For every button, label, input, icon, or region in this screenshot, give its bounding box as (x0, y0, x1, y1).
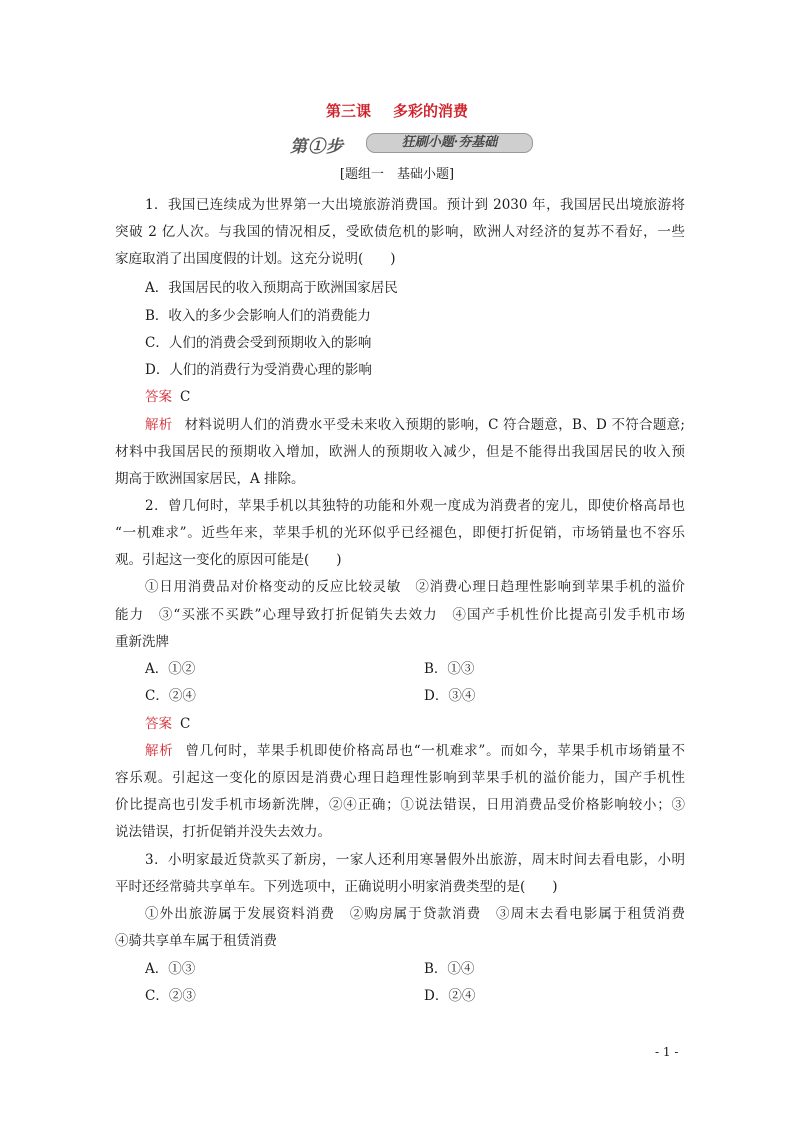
analysis-label: 解析 (145, 417, 173, 433)
q1-analysis-line: 期高于欧洲国家居民，A 排除。 (115, 471, 305, 487)
analysis-text: 材料说明人们的消费水平受未来收入预期的影响，C 符合题意，B、D 不符合题意; (184, 417, 685, 433)
q2-answer (145, 712, 715, 732)
q2-analysis-line: 容乐观。引起这一变化的原因是消费心理日趋理性影响到苹果手机的溢价能力，国产手机性 (115, 770, 685, 786)
section-heading: [题组一 基础小题] (339, 167, 455, 182)
q2-analysis-line: 说法错误，打折促销并没失去效力。 (115, 824, 331, 840)
answer-label: 答案 (145, 389, 172, 405)
q1-option-d: D．人们的消费行为受消费心理的影响 (145, 362, 372, 378)
answer-value: C (180, 389, 191, 405)
q2-option-d: D．③④ (424, 688, 476, 704)
q2-analysis-line (145, 739, 685, 759)
q2-item-line: ①日用消费品对价格变动的反应比较灵敏 ②消费心理日趋理性影响到苹果手机的溢价 (145, 579, 685, 595)
lesson-title (0, 100, 794, 121)
q1-stem-line: 1．我国已连续成为世界第一大出境旅游消费国。预计到 2030 年，我国居民出境旅游将 (145, 197, 685, 213)
q3-option-d: D．②④ (424, 988, 476, 1004)
answer-value: C (180, 716, 191, 732)
q2-stem-line: 观。引起这一变化的原因可能是( ) (115, 552, 342, 568)
q3-option-c: C．②③ (145, 988, 196, 1004)
q2-item-line: 重新洗牌 (115, 634, 169, 650)
q1-analysis-line: 材料中我国居民的预期收入增加，欧洲人的预期收入减少，但是不能得出我国居民的收入预 (115, 444, 685, 460)
q2-analysis-line: 价比提高也引发手机市场新洗牌，②④正确；①说法错误，日用消费品受价格影响较小；③ (115, 797, 685, 813)
q1-option-a: A．我国居民的收入预期高于欧洲国家居民 (145, 280, 398, 296)
q1-analysis-line (145, 413, 685, 433)
lesson-number: 第三课 (325, 102, 371, 120)
q1-option-b: B．收入的多少会影响人们的消费能力 (145, 308, 371, 324)
q1-option-c: C．人们的消费会受到预期收入的影响 (145, 335, 372, 351)
q1-stem-line: 家庭取消了出国度假的计划。这充分说明( ) (115, 251, 396, 267)
q3-item-line: ④骑共享单车属于租赁消费 (115, 933, 277, 949)
analysis-label: 解析 (145, 743, 174, 759)
lesson-name: 多彩的消费 (393, 102, 469, 120)
step-label: 第①步 (290, 137, 344, 157)
q3-item-line: ①外出旅游属于发展资料消费 ②购房属于贷款消费 ③周末去看电影属于租赁消费 (145, 906, 685, 922)
step-banner (290, 132, 535, 157)
page-number: - 1 - (655, 1045, 679, 1059)
q1-answer (145, 385, 715, 405)
step-banner-text: 狂刷小题·夯基础 (366, 133, 533, 153)
q2-option-c: C．②④ (145, 688, 196, 704)
q3-stem-line: 3．小明家最近贷款买了新房，一家人还利用寒暑假外出旅游，周末时间去看电影，小明 (145, 852, 685, 868)
q2-stem-line: 2．曾几何时，苹果手机以其独特的功能和外观一度成为消费者的宠儿，即使价格高昂也 (145, 498, 685, 514)
q1-stem-line: 突破 2 亿人次。与我国的情况相反，受欧债危机的影响，欧洲人对经济的复苏不看好，一些 (115, 224, 685, 240)
q2-item-line: 能力 ③“买涨不买跌”心理导致打折促销失去效力 ④国产手机性价比提高引发手机市场 (115, 607, 685, 623)
analysis-text: 曾几何时，苹果手机即使价格高昂也“一机难求”。而如今，苹果手机市场销量不 (185, 743, 685, 759)
q3-stem-line: 平时还经常骑共享单车。下列选项中，正确说明小明家消费类型的是( ) (115, 879, 558, 895)
q3-option-a: A．①③ (145, 961, 196, 977)
q2-option-b: B．①③ (424, 661, 475, 677)
q3-option-b: B．①④ (424, 961, 475, 977)
answer-label: 答案 (145, 716, 172, 732)
q2-stem-line: “一机难求”。近些年来，苹果手机的光环似乎已经褪色，即便打折促销，市场销量也不容乐 (115, 525, 685, 541)
q2-option-a: A．①② (145, 661, 196, 677)
